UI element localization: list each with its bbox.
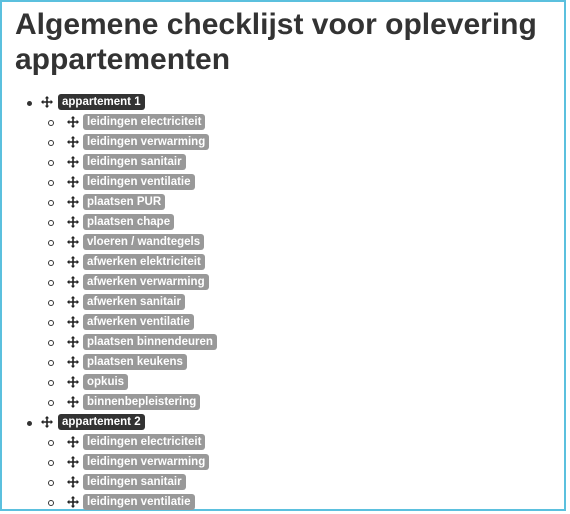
group-label: appartement 2: [58, 414, 145, 430]
bullet-circle-icon: [48, 320, 54, 326]
task-label: opkuis: [83, 374, 128, 390]
move-arrows-icon[interactable]: [67, 115, 79, 127]
task-item[interactable]: [2, 112, 568, 132]
bullet-circle-icon: [48, 440, 54, 446]
move-arrows-icon[interactable]: [41, 415, 53, 427]
task-label: afwerken elektriciteit: [83, 254, 205, 270]
task-item[interactable]: [2, 272, 568, 292]
task-item[interactable]: [2, 292, 568, 312]
task-item[interactable]: [2, 212, 568, 232]
move-arrows-icon[interactable]: [67, 475, 79, 487]
task-item[interactable]: [2, 152, 568, 172]
move-arrows-icon[interactable]: [67, 155, 79, 167]
task-label: plaatsen binnendeuren: [83, 334, 217, 350]
task-label: plaatsen chape: [83, 214, 174, 230]
bullet-circle-icon: [48, 300, 54, 306]
task-label: afwerken sanitair: [83, 294, 185, 310]
task-item[interactable]: [2, 452, 568, 472]
group-item[interactable]: [2, 412, 568, 432]
move-arrows-icon[interactable]: [67, 195, 79, 207]
task-item[interactable]: [2, 312, 568, 332]
bullet-circle-icon: [48, 260, 54, 266]
task-item[interactable]: [2, 252, 568, 272]
bullet-disc-icon: [27, 421, 32, 426]
move-arrows-icon[interactable]: [67, 395, 79, 407]
move-arrows-icon[interactable]: [67, 375, 79, 387]
move-arrows-icon[interactable]: [67, 175, 79, 187]
task-item[interactable]: [2, 332, 568, 352]
bullet-circle-icon: [48, 400, 54, 406]
task-item[interactable]: [2, 492, 568, 512]
bullet-circle-icon: [48, 340, 54, 346]
page-title: Algemene checklijst voor oplevering appartementen: [15, 8, 537, 76]
task-item[interactable]: [2, 172, 568, 192]
move-arrows-icon[interactable]: [67, 315, 79, 327]
bullet-circle-icon: [48, 500, 54, 506]
bullet-circle-icon: [48, 480, 54, 486]
task-label: leidingen electriciteit: [83, 434, 205, 450]
task-label: leidingen verwarming: [83, 134, 209, 150]
move-arrows-icon[interactable]: [67, 295, 79, 307]
task-label: leidingen verwarming: [83, 454, 209, 470]
move-arrows-icon[interactable]: [67, 495, 79, 507]
group-item[interactable]: [2, 92, 568, 112]
task-item[interactable]: [2, 392, 568, 412]
task-label: leidingen ventilatie: [83, 494, 195, 510]
checklist-tree: [2, 92, 568, 512]
task-item[interactable]: [2, 132, 568, 152]
move-arrows-icon[interactable]: [67, 335, 79, 347]
task-label: afwerken ventilatie: [83, 314, 194, 330]
task-item[interactable]: [2, 352, 568, 372]
move-arrows-icon[interactable]: [67, 255, 79, 267]
move-arrows-icon[interactable]: [67, 135, 79, 147]
move-arrows-icon[interactable]: [67, 275, 79, 287]
bullet-circle-icon: [48, 180, 54, 186]
task-item[interactable]: [2, 372, 568, 392]
move-arrows-icon[interactable]: [67, 215, 79, 227]
move-arrows-icon[interactable]: [41, 95, 53, 107]
bullet-circle-icon: [48, 280, 54, 286]
group-label: appartement 1: [58, 94, 145, 110]
bullet-circle-icon: [48, 140, 54, 146]
task-item[interactable]: [2, 192, 568, 212]
task-label: plaatsen keukens: [83, 354, 187, 370]
move-arrows-icon[interactable]: [67, 455, 79, 467]
move-arrows-icon[interactable]: [67, 355, 79, 367]
move-arrows-icon[interactable]: [67, 435, 79, 447]
task-label: afwerken verwarming: [83, 274, 209, 290]
bullet-circle-icon: [48, 460, 54, 466]
bullet-circle-icon: [48, 220, 54, 226]
move-arrows-icon[interactable]: [67, 235, 79, 247]
bullet-circle-icon: [48, 240, 54, 246]
task-item[interactable]: [2, 232, 568, 252]
task-label: leidingen sanitair: [83, 154, 186, 170]
task-label: plaatsen PUR: [83, 194, 165, 210]
task-label: leidingen ventilatie: [83, 174, 195, 190]
task-label: binnenbepleistering: [83, 394, 200, 410]
bullet-circle-icon: [48, 160, 54, 166]
bullet-circle-icon: [48, 360, 54, 366]
bullet-circle-icon: [48, 380, 54, 386]
task-label: leidingen sanitair: [83, 474, 186, 490]
bullet-circle-icon: [48, 120, 54, 126]
task-item[interactable]: [2, 472, 568, 492]
bullet-circle-icon: [48, 200, 54, 206]
bullet-disc-icon: [27, 101, 32, 106]
task-label: leidingen electriciteit: [83, 114, 205, 130]
task-item[interactable]: [2, 432, 568, 452]
task-label: vloeren / wandtegels: [83, 234, 204, 250]
